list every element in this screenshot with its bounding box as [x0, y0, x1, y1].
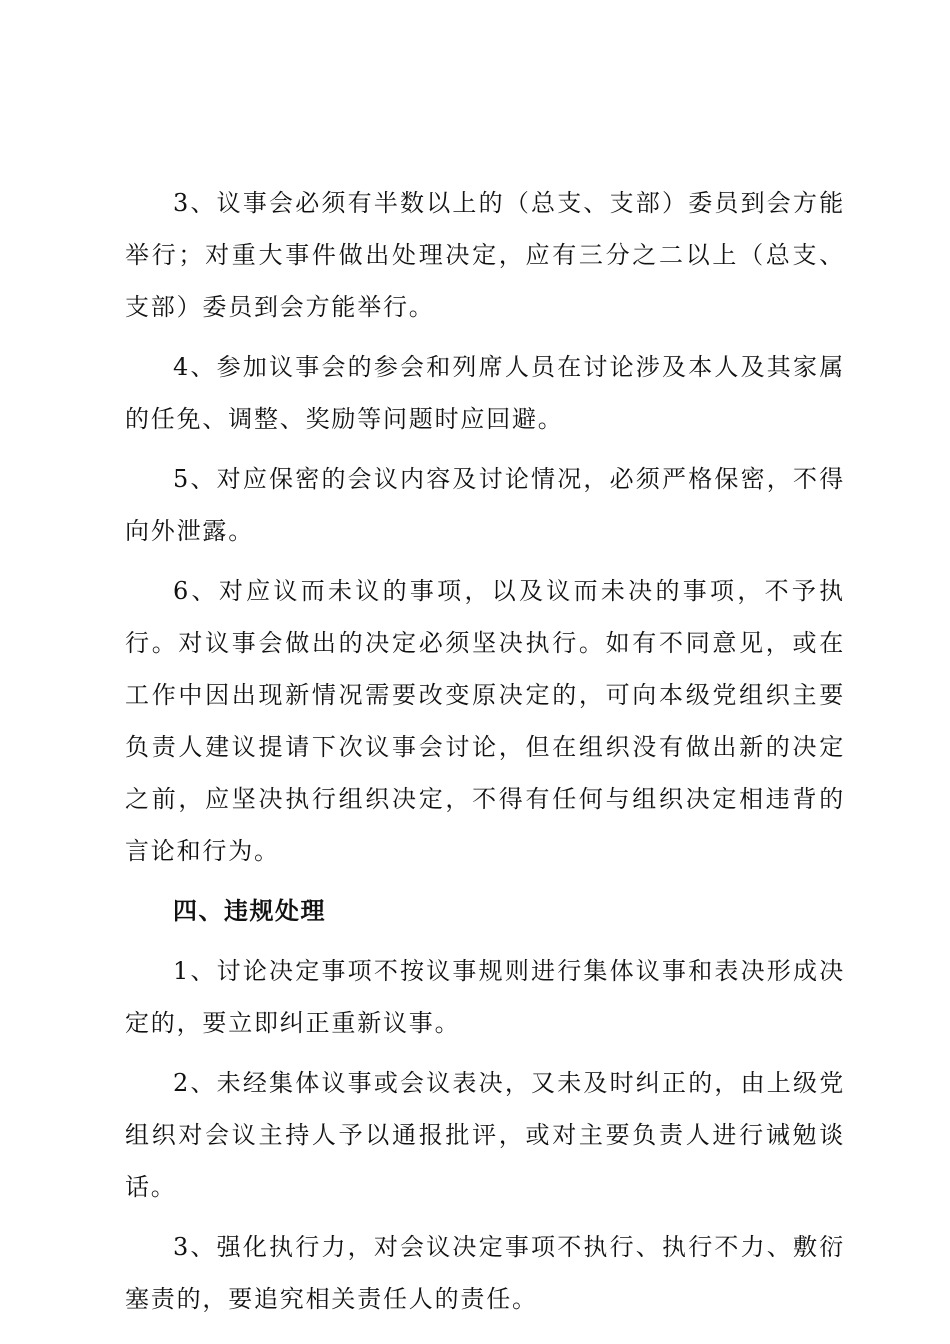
section-heading-violations: 四、违规处理	[173, 897, 326, 925]
paragraph-violation-3: 3、强化执行力，对会议决定事项不执行、执行不力、敷衍塞责的，要追究相关责任人的责任。	[125, 1233, 845, 1313]
paragraph-rule-6: 6、对应议而未议的事项，以及议而未决的事项，不予执行。对议事会做出的决定必须坚决执行。如有不同意见，或在工作中因出现新情况需要改变原决定的，可向本级党组织主要负责人建议提请下次议事会讨论，但在组织没有做出新的决定之前，应坚决执行组织决定，不得有任何与组织决定相违背的言论和行为。	[125, 577, 845, 865]
paragraph-rule-4: 4、参加议事会的参会和列席人员在讨论涉及本人及其家属的任免、调整、奖励等问题时应回避。	[125, 353, 845, 433]
paragraph-rule-5: 5、对应保密的会议内容及讨论情况，必须严格保密，不得向外泄露。	[125, 465, 845, 545]
paragraph-violation-2: 2、未经集体议事或会议表决，又未及时纠正的，由上级党组织对会议主持人予以通报批评，或对主要负责人进行诫勉谈话。	[125, 1069, 845, 1201]
paragraph-violation-1: 1、讨论决定事项不按议事规则进行集体议事和表决形成决定的，要立即纠正重新议事。	[125, 957, 845, 1037]
document-page	[125, 177, 845, 1333]
paragraph-rule-3: 3、议事会必须有半数以上的（总支、支部）委员到会方能举行；对重大事件做出处理决定，应有三分之二以上（总支、支部）委员到会方能举行。	[125, 189, 845, 321]
